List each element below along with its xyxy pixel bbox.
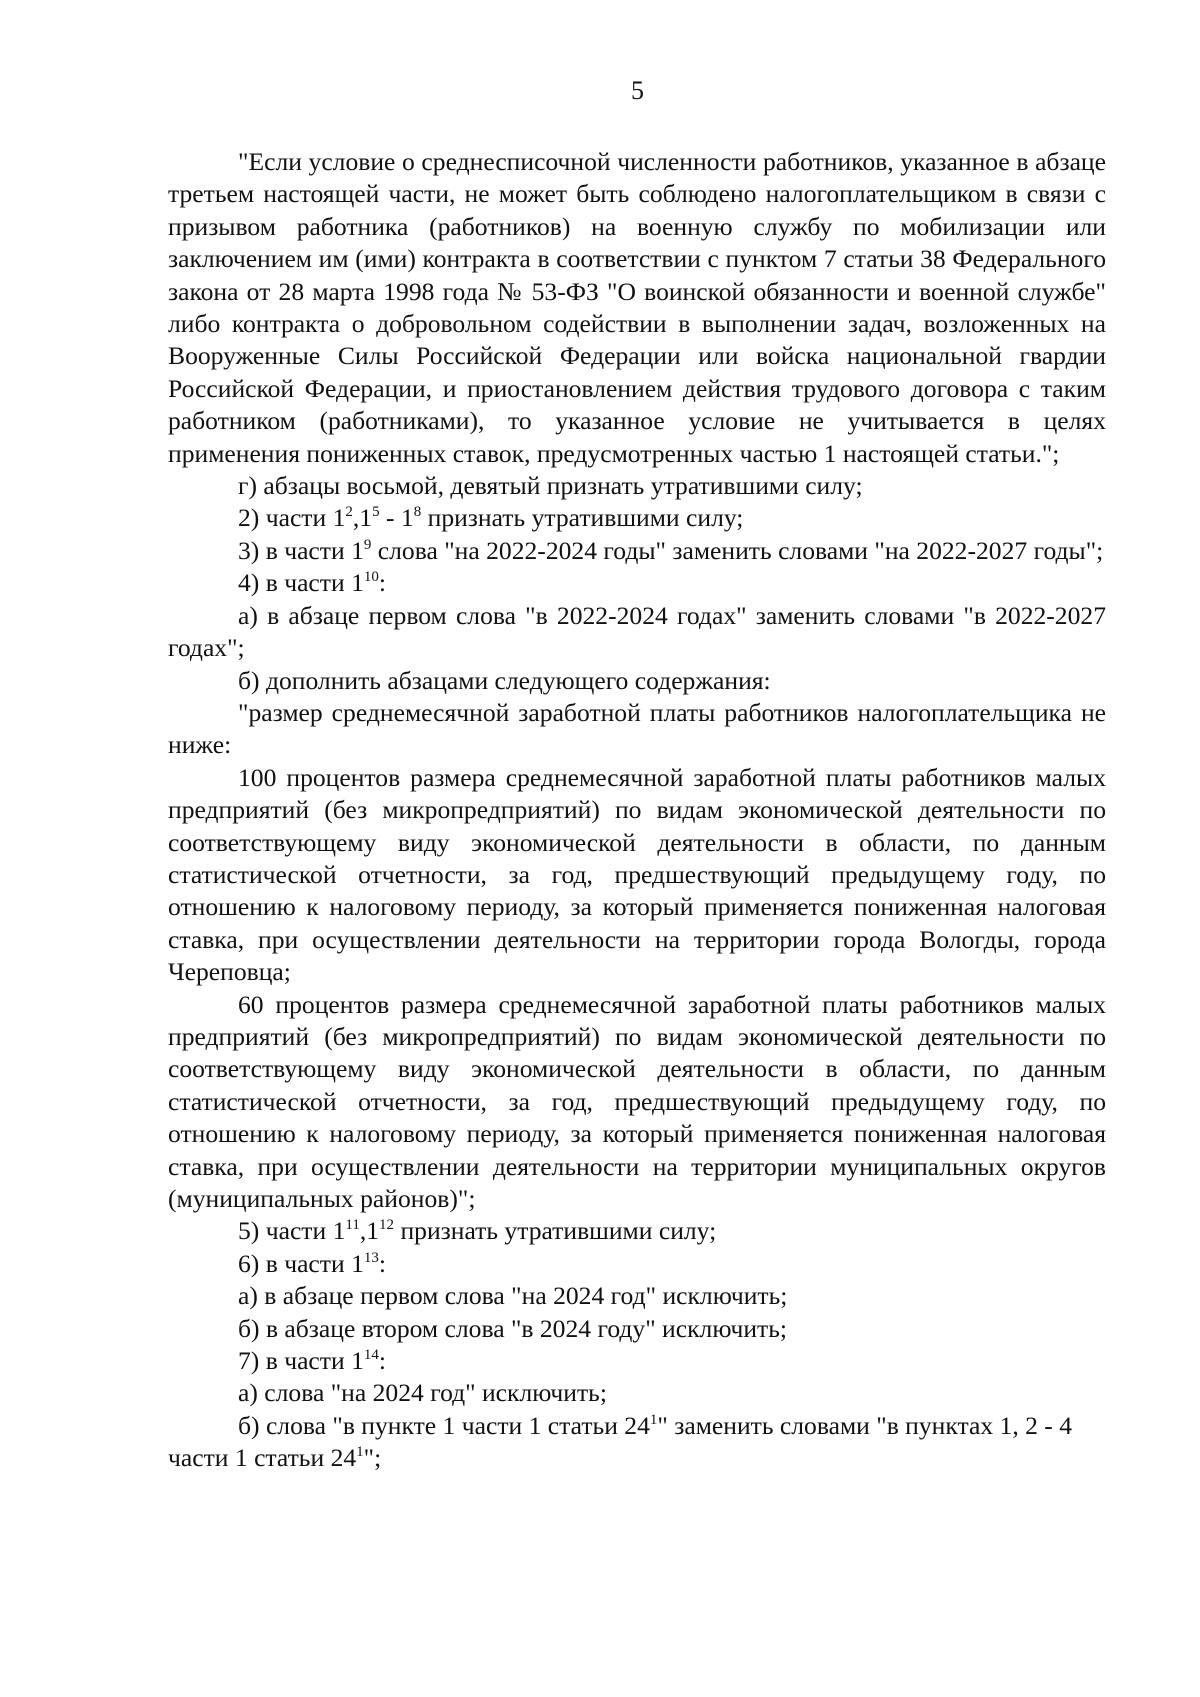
item2-text-d: признать утратившими силу; bbox=[421, 503, 744, 533]
item5-text-b: ,1 bbox=[359, 1216, 380, 1246]
item4-text-b: : bbox=[378, 568, 386, 598]
paragraph-item-7b bbox=[168, 1410, 1106, 1475]
paragraph-item-7 bbox=[168, 1345, 1106, 1377]
item5-sup-1: 11 bbox=[345, 1217, 360, 1234]
page-number: 5 bbox=[631, 76, 644, 105]
item5-text-c: признать утратившими силу; bbox=[394, 1216, 717, 1246]
paragraph-item-2 bbox=[168, 502, 1106, 534]
paragraph-item-7a: а) слова "на 2024 год" исключить; bbox=[238, 1378, 607, 1408]
item2-sup-2: 5 bbox=[372, 504, 380, 521]
paragraph-item-4 bbox=[168, 567, 1106, 599]
item6-sup-1: 13 bbox=[363, 1249, 379, 1266]
item2-sup-1: 2 bbox=[345, 504, 353, 521]
item2-text-b: ,1 bbox=[352, 503, 373, 533]
paragraph-item-6a: а) в абзаце первом слова "на 2024 год" исключить; bbox=[238, 1281, 788, 1311]
item2-text-a: 2) части 1 bbox=[238, 503, 346, 533]
item5-text-a: 5) части 1 bbox=[238, 1216, 346, 1246]
item3-text-a: 3) в части 1 bbox=[238, 535, 364, 565]
item7b-text-c: "; bbox=[363, 1443, 382, 1473]
item7-sup-1: 14 bbox=[363, 1347, 379, 1364]
paragraph-salary-60: 60 процентов размера среднемесячной заработной платы работников малых предприятий (без микропредприятий) по видам экономической деятельности по соответствующему виду экономической деятельности в области, по данным статистической отчетности, за год, предшествующий предыдущему году, по отношению к налоговому периоду, за который применяется пониженная налоговая ставка, при осуществлении деятельности на территории муниципальных округов (муниципальных районов)"; bbox=[168, 989, 1106, 1213]
item6-text-a: 6) в части 1 bbox=[238, 1248, 364, 1278]
paragraph-salary-intro: "размер среднемесячной заработной платы работников налогоплательщика не ниже: bbox=[168, 697, 1106, 760]
item7b-sup-1: 1 bbox=[649, 1411, 658, 1428]
item2-sup-3: 8 bbox=[413, 504, 422, 521]
item4-text-a: 4) в части 1 bbox=[238, 568, 364, 598]
document-body bbox=[168, 146, 1106, 1475]
item7b-text-b: " заменить словами "в пунктах 1, 2 - 4 части 1 статьи 24 bbox=[168, 1410, 1073, 1473]
item3-sup-1: 9 bbox=[363, 536, 372, 553]
item7-text-b: : bbox=[378, 1346, 386, 1376]
item7b-sup-2: 1 bbox=[356, 1444, 364, 1461]
item6-text-b: : bbox=[378, 1248, 386, 1278]
paragraph-condition: "Если условие о среднесписочной численности работников, указанное в абзаце третьем настоящей части, не может быть соблюдено налогоплательщиком в связи с призывом работника (работников) на военную службу по мобилизации или заключением им (ими) контракта в соответствии с пунктом 7 статьи 38 Федерального закона от 28 марта 1998 года № 53-ФЗ "О воинской обязанности и военной службе" либо контракта о добровольном содействии в выполнении задач, возложенных на Вооруженные Силы Российской Федерации или войска национальной гвардии Российской Федерации, и приостановлением действия трудового договора с таким работником (работниками), то указанное условие не учитывается в целях применения пониженных ставок, предусмотренных частью 1 настоящей статьи."; bbox=[168, 147, 1106, 468]
item7-text-a: 7) в части 1 bbox=[238, 1346, 364, 1376]
paragraph-item-4a: а) в абзаце первом слова "в 2022-2024 годах" заменить словами "в 2022-2027 годах"; bbox=[168, 600, 1106, 663]
item7b-text-a: б) слова "в пункте 1 части 1 статьи 24 bbox=[238, 1410, 650, 1440]
paragraph-item-g: г) абзацы восьмой, девятый признать утратившими силу; bbox=[238, 471, 863, 501]
paragraph-item-3 bbox=[168, 535, 1106, 567]
paragraph-item-6 bbox=[168, 1248, 1106, 1280]
item4-sup-1: 10 bbox=[363, 569, 379, 586]
paragraph-salary-100: 100 процентов размера среднемесячной заработной платы работников малых предприятий (без микропредприятий) по видам экономической деятельности по соответствующему виду экономической деятельности в области, по данным статистической отчетности, за год, предшествующий предыдущему году, по отношению к налоговому периоду, за который применяется пониженная налоговая ставка, при осуществлении деятельности на территории города Вологды, города Череповца; bbox=[168, 762, 1106, 987]
item5-sup-2: 12 bbox=[379, 1217, 395, 1234]
paragraph-item-4b: б) дополнить абзацами следующего содержания: bbox=[238, 665, 771, 695]
item2-text-c: - 1 bbox=[379, 503, 414, 533]
item3-text-b: слова "на 2022-2024 годы" заменить словами "на 2022-2027 годы"; bbox=[371, 535, 1104, 565]
paragraph-item-5 bbox=[168, 1215, 1106, 1247]
paragraph-item-6b: б) в абзаце втором слова "в 2024 году" исключить; bbox=[238, 1313, 788, 1343]
